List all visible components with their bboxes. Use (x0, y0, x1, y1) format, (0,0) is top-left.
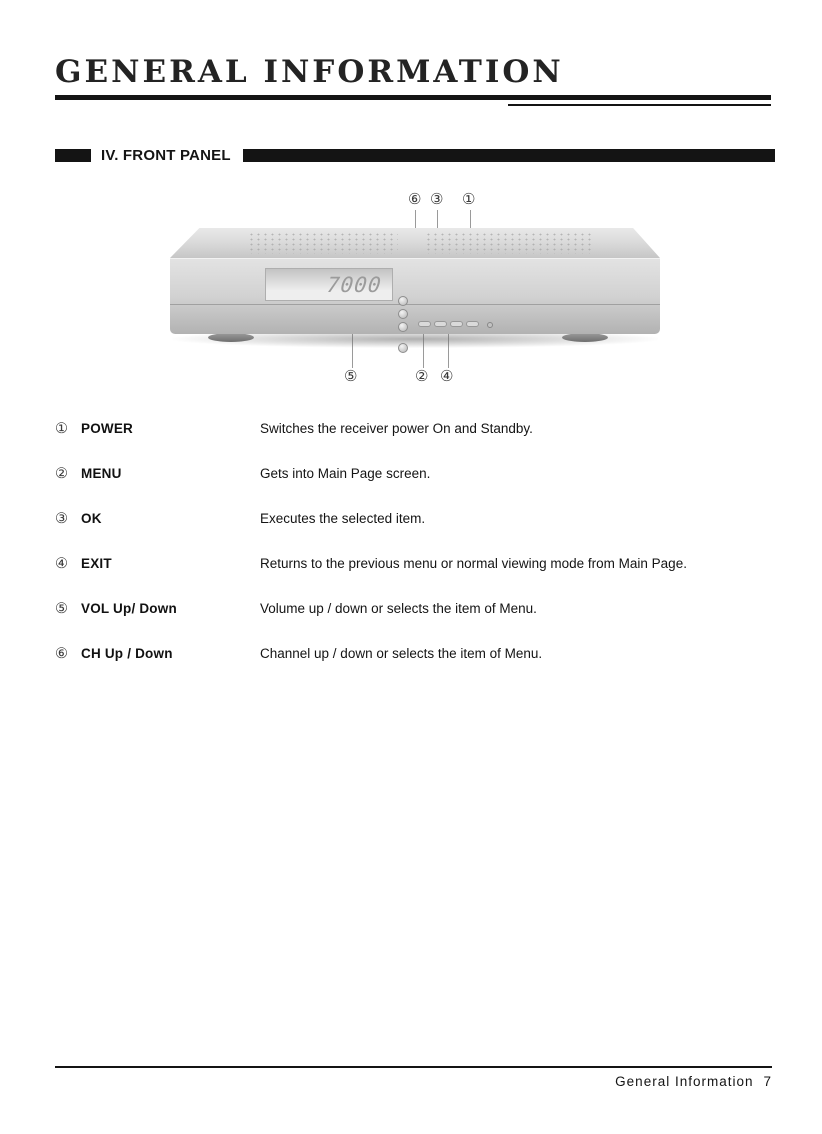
item-description: Returns to the previous menu or normal viewing mode from Main Page. (260, 556, 687, 571)
callout-number-1: ① (462, 191, 476, 208)
item-description: Executes the selected item. (260, 511, 426, 526)
item-description: Gets into Main Page screen. (260, 466, 431, 481)
footer-rule (55, 1066, 772, 1068)
panel-key-1 (418, 321, 431, 327)
callout-number-2: ② (415, 368, 429, 385)
section-heading (55, 147, 775, 163)
item-description: Channel up / down or selects the item of Menu. (260, 646, 543, 661)
receiver-device-image (170, 228, 660, 350)
page-title: GENERAL INFORMATION (55, 54, 564, 90)
device-foot-right (562, 333, 608, 342)
panel-key-4 (466, 321, 479, 327)
item-number: ⑤ (55, 601, 68, 617)
item-number: ⑥ (55, 646, 68, 662)
item-label: EXIT (81, 556, 112, 571)
item-description: Volume up / down or selects the item of Menu. (260, 601, 537, 616)
item-number: ③ (55, 511, 68, 527)
item-label: OK (81, 511, 102, 526)
item-number: ② (55, 466, 68, 482)
callout-number-3: ③ (430, 191, 444, 208)
list-item (55, 510, 771, 528)
list-item (55, 465, 771, 483)
section-chip-bar (55, 149, 91, 162)
device-top-face (170, 228, 660, 258)
item-label: VOL Up/ Down (81, 601, 177, 616)
item-label: POWER (81, 421, 134, 436)
device-front-face (170, 258, 660, 334)
item-number: ④ (55, 556, 68, 572)
item-number: ① (55, 421, 68, 437)
display-digits: 7000 (326, 272, 384, 297)
menu-button (398, 322, 408, 332)
footer-label: General Information (615, 1074, 754, 1089)
front-panel-seam (170, 304, 660, 305)
item-label: MENU (81, 466, 122, 481)
list-item (55, 555, 771, 573)
vent-holes-left (248, 232, 398, 254)
vent-holes-right (425, 232, 595, 254)
list-item (55, 420, 771, 438)
device-foot-left (208, 333, 254, 342)
callout-number-4: ④ (440, 368, 454, 385)
item-label: CH Up / Down (81, 646, 173, 661)
callout-number-5: ⑤ (344, 368, 358, 385)
panel-key-3 (450, 321, 463, 327)
power-led (487, 322, 493, 328)
ok-button (398, 309, 408, 319)
callout-number-6: ⑥ (408, 191, 422, 208)
section-title: IV. FRONT PANEL (101, 146, 231, 164)
list-item (55, 645, 771, 663)
title-rule-thick (55, 95, 771, 100)
list-item (55, 600, 771, 618)
footer (615, 1074, 772, 1089)
front-panel-item-list (55, 420, 771, 690)
vol-button (398, 343, 408, 353)
item-description: Switches the receiver power On and Standby. (260, 421, 533, 436)
title-rule-thin (508, 104, 771, 106)
section-rule-bar (243, 149, 775, 162)
ch-up-button (398, 296, 408, 306)
led-display (265, 268, 393, 301)
panel-key-2 (434, 321, 447, 327)
page-number: 7 (763, 1074, 772, 1089)
front-panel-diagram (0, 190, 822, 400)
